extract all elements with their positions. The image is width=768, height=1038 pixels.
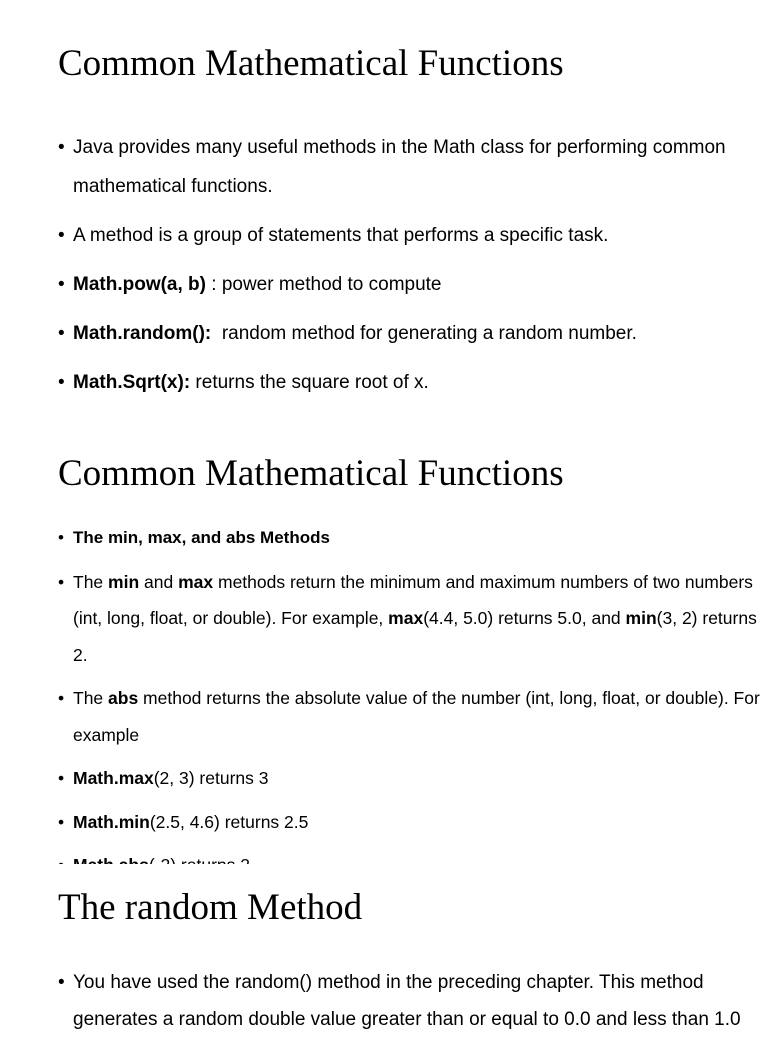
method-name: Math.min — [73, 811, 150, 832]
bullet-item — [58, 680, 768, 753]
bullet-text: (2, 3) returns 3 — [153, 768, 269, 788]
bullet-text: (4.4, 5.0) returns 5.0, and — [423, 608, 626, 628]
bullet-text: Java provides many useful methods in the Math class for performing common mathematical functions. — [73, 137, 726, 197]
bullet-list — [58, 128, 768, 412]
bullet-text: A method is a group of statements that performs a specific task. — [73, 225, 609, 246]
slide-title: Common Mathematical Functions — [58, 43, 564, 84]
slide-3 — [0, 864, 768, 1030]
bullet-item — [58, 804, 768, 841]
keyword: min — [625, 608, 657, 628]
bullet-item — [58, 265, 768, 304]
keyword: min — [108, 571, 140, 592]
method-name: Math.max — [73, 768, 154, 788]
bullet-list — [58, 520, 768, 891]
bullet-item — [58, 964, 768, 1038]
keyword: max — [178, 571, 214, 592]
slide-1 — [0, 0, 768, 418]
bullet-text: and — [139, 571, 179, 592]
bullet-text: The — [73, 688, 109, 708]
bullet-item — [58, 564, 768, 674]
method-name: Math.random(): — [73, 323, 212, 344]
bullet-item — [58, 363, 768, 402]
bullet-item — [58, 128, 768, 206]
bullet-text: method returns the absolute value of the number (int, long, float, or double). For example — [73, 688, 760, 745]
bullet-text: The — [73, 571, 109, 592]
slide-2 — [0, 418, 768, 864]
bullet-text: (2.5, 4.6) returns 2.5 — [149, 811, 309, 832]
bullet-text: returns the square root of x. — [190, 372, 429, 393]
bullet-item — [58, 760, 768, 797]
bullet-item — [58, 520, 768, 557]
keyword: max — [388, 608, 424, 628]
slide-title: Common Mathematical Functions — [58, 453, 564, 494]
bullet-text: : power method to compute — [205, 274, 442, 295]
slide-title: The random Method — [58, 887, 363, 928]
bullet-list — [58, 964, 768, 1038]
method-name: Math.Sqrt(x): — [73, 372, 191, 393]
bullet-item — [58, 314, 768, 353]
bullet-text: random method for generating a random number. — [211, 323, 637, 344]
bullet-text: You have used the random() method in the preceding chapter. This method generates a random double value greater than or equal to 0.0 and less than 1.0 — [73, 972, 741, 1030]
method-name: Math.pow(a, b) — [73, 274, 206, 295]
section-heading: The min, max, and abs Methods — [73, 528, 330, 547]
bullet-item — [58, 216, 768, 255]
bullet-text: methods return the minimum and maximum numbers of two numbers (int, long, float, or double). For example, — [73, 571, 753, 628]
keyword: abs — [108, 688, 139, 708]
bullet-text: (3, 2) returns 2. — [73, 608, 757, 665]
